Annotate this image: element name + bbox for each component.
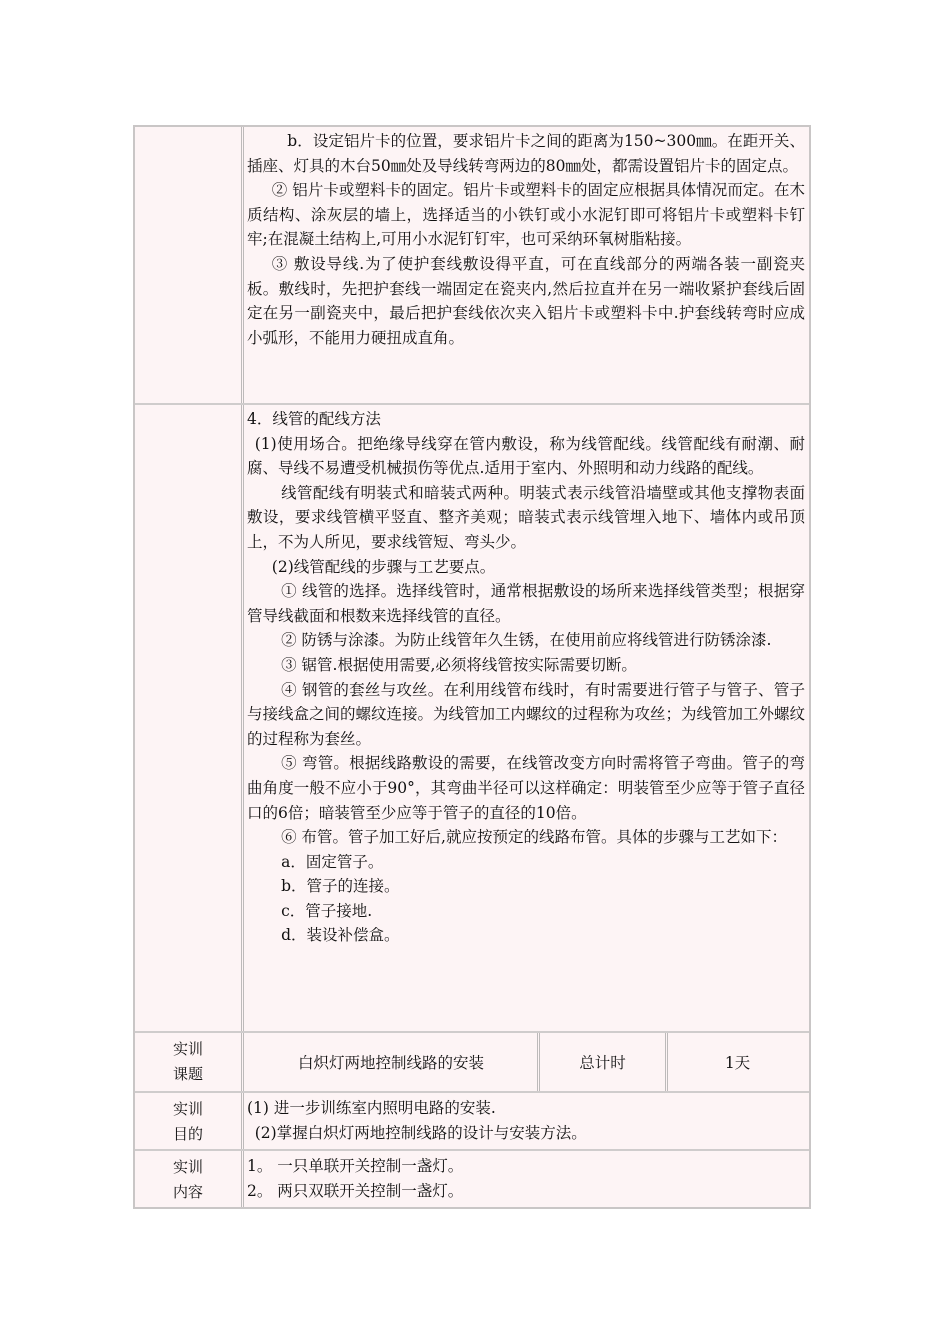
content-label: 实训 内容 <box>135 1151 244 1207</box>
list-item: b．管子的连接。 <box>281 877 400 896</box>
list-item: a．固定管子。 <box>281 852 384 871</box>
paragraph: (1)使用场合。把绝缘导线穿在管内敷设，称为线管配线。线管配线有耐潮、耐腐、导线不易遭受机械损伤等优点.适用于室内、外照明和动力线路的配线。 <box>247 434 805 478</box>
paragraph: ② 铝片卡或塑料卡的固定。铝片卡或塑料卡的固定应根据具体情况而定。在木质结构、涂灰层的墙上，选择适当的小铁钉或小水泥钉即可将铝片卡或塑料卡钉牢;在混凝土结构上,可用小水泥钉钉牢，也可采纳环氧树脂粘接。 <box>247 181 805 249</box>
hours-value: 1天 <box>724 1054 751 1072</box>
list-item: (2)掌握白炽灯两地控制线路的设计与安装方法。 <box>254 1123 587 1142</box>
conduit-content <box>245 405 809 950</box>
continuation-row <box>135 127 809 405</box>
label-cell-empty <box>135 127 244 403</box>
topic-label: 实训 课题 <box>135 1033 244 1091</box>
paragraph: ① 线管的选择。选择线管时，通常根据敷设的场所来选择线管类型；根据穿管导线截面和根数来选择线管的直径。 <box>247 582 805 625</box>
topic-value: 白炽灯两地控制线路的安装 <box>245 1033 540 1091</box>
paragraph: ⑤ 弯管。根据线路敷设的需要，在线管改变方向时需将管子弯曲。管子的弯曲角度一般不应小于90°，其弯曲半径可以这样确定：明装管至少应等于管子直径口的6倍；暗装管至少应等于管子的直径的10倍。 <box>247 754 805 822</box>
list-item: d．装设补偿盒。 <box>281 926 400 945</box>
list-item: (1) 进一步训练室内照明电路的安装. <box>247 1099 496 1117</box>
training-topic-row <box>135 1033 809 1093</box>
purpose-label: 实训 目的 <box>135 1093 244 1149</box>
section-heading: 4．线管的配线方法 <box>247 410 381 428</box>
list-item: 2。 两只双联开关控制一盏灯。 <box>247 1181 464 1200</box>
list-item: c．管子接地. <box>281 901 373 920</box>
paragraph: ② 防锈与涂漆。为防止线管年久生锈，在使用前应将线管进行防锈涂漆. <box>281 631 772 650</box>
paragraph: ③ 锯管.根据使用需要,必须将线管按实际需要切断。 <box>281 655 637 674</box>
paragraph: ⑥ 布管。管子加工好后,就应按预定的线路布管。具体的步骤与工艺如下： <box>281 828 787 847</box>
purpose-content <box>245 1093 809 1147</box>
label-cell-empty <box>135 405 244 1031</box>
hours-label: 总计时 <box>540 1033 668 1091</box>
paragraph: ④ 钢管的套丝与攻丝。在利用线管布线时，有时需要进行管子与管子、管子与接线盒之间的螺纹连接。为线管加工内螺纹的过程称为攻丝；为线管加工外螺纹的过程称为套丝。 <box>247 680 806 748</box>
content-content <box>245 1151 809 1205</box>
conduit-row <box>135 405 809 1033</box>
paragraph: (2)线管配线的步骤与工艺要点。 <box>271 557 496 576</box>
paragraph: b．设定铝片卡的位置，要求铝片卡之间的距离为150~300㎜。在距开关、插座、灯具的木台50㎜处及导线转弯两边的80㎜处，都需设置铝片卡的固定点。 <box>247 132 805 175</box>
document-table <box>133 125 811 1209</box>
training-purpose-row <box>135 1093 809 1151</box>
training-content-row <box>135 1151 809 1207</box>
paragraph: 线管配线有明装式和暗装式两种。明装式表示线管沿墙壁或其他支撑物表面敷设，要求线管横平竖直、整齐美观；暗装式表示线管埋入地下、墙体内或吊顶上，不为人所见，要求线管短、弯头少。 <box>247 483 805 551</box>
continuation-content <box>245 127 809 352</box>
paragraph: ③ 敷设导线.为了使护套线敷设得平直，可在直线部分的两端各装一副瓷夹板。敷线时，先把护套线一端固定在瓷夹内,然后拉直并在另一端收紧护套线后固定在另一副瓷夹中，最后把护套线依次夹入铝片卡或塑料卡中.护套线转弯时应成小弧形，不能用力硬扭成直角。 <box>247 254 805 347</box>
list-item: 1。 一只单联开关控制一盏灯。 <box>247 1157 464 1175</box>
